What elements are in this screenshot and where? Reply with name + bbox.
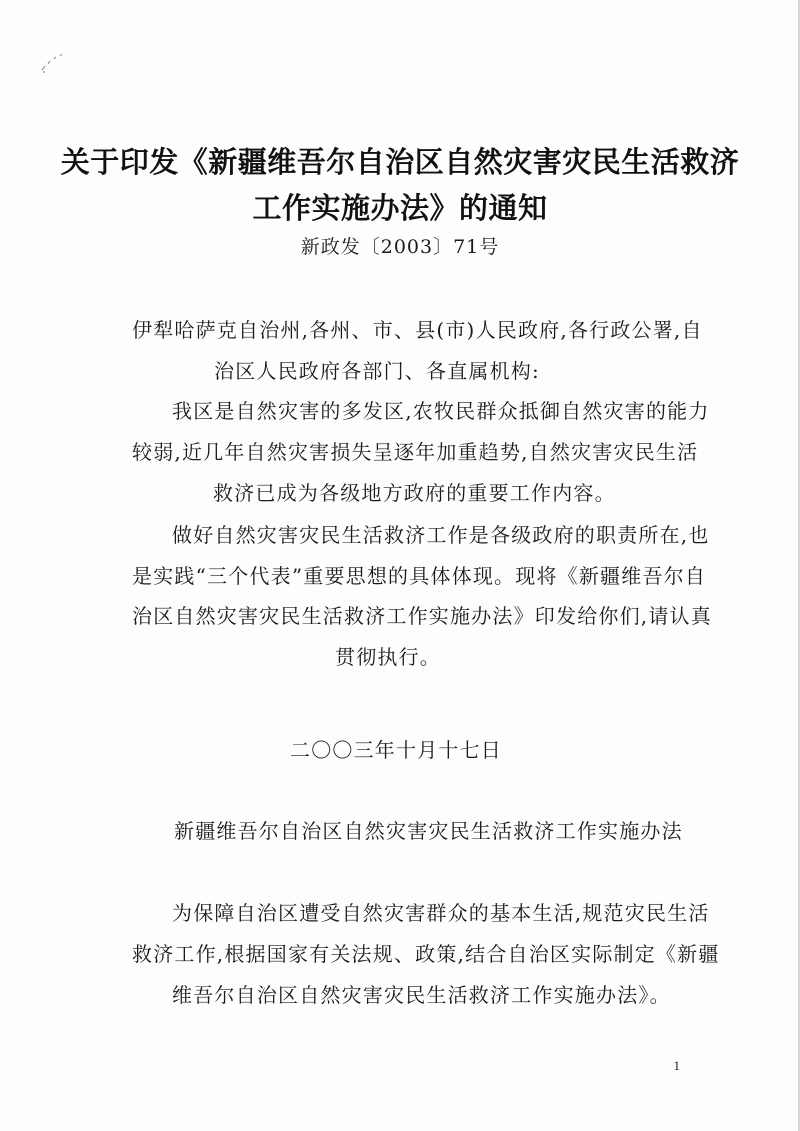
document-title-line-1: 关于印发《新疆维吾尔自治区自然灾害灾民生活救济 [60, 145, 740, 179]
attachment-title: 新疆维吾尔自治区自然灾害灾民生活救济工作实施办法 [174, 819, 683, 843]
paragraph-3-line-1: 为保障自治区遭受自然灾害群众的基本生活,规范灾民生活 [172, 901, 710, 925]
page-number: 1 [673, 1058, 680, 1073]
document-date: 二〇〇三年十月十七日 [290, 738, 502, 762]
paragraph-2-line-3: 治区自然灾害灾民生活救济工作实施办法》印发给你们,请认真 [132, 604, 712, 628]
paragraph-1-line-2: 较弱,近几年自然灾害损失呈逐年加重趋势,自然灾害灾民生活 [132, 440, 699, 464]
scan-speck-mark [38, 52, 68, 76]
addressee-line-2: 治区人民政府各部门、各直属机构: [214, 359, 540, 383]
addressee-line-1: 伊犁哈萨克自治州,各州、市、县(市)人民政府,各行政公署,自 [132, 318, 703, 342]
paragraph-3-line-3: 维吾尔自治区自然灾害灾民生活救济工作实施办法》。 [172, 983, 671, 1007]
paragraph-2-line-2: 是实践“三个代表”重要思想的具体体现。现将《新疆维吾尔自 [132, 564, 707, 588]
paragraph-1-line-3: 救济已成为各级地方政府的重要工作内容。 [213, 481, 616, 505]
paragraph-1-line-1: 我区是自然灾害的多发区,农牧民群众抵御自然灾害的能力 [172, 399, 710, 423]
document-number: 新政发〔2003〕71号 [300, 236, 500, 258]
paragraph-2-line-4: 贯彻执行。 [335, 645, 441, 669]
document-title-line-2: 工作实施办法》的通知 [252, 191, 548, 225]
paragraph-3-line-2: 救济工作,根据国家有关法规、政策,结合自治区实际制定《新疆 [132, 942, 720, 966]
paragraph-2-line-1: 做好自然灾害灾民生活救济工作是各级政府的职责所在,也 [172, 523, 710, 547]
